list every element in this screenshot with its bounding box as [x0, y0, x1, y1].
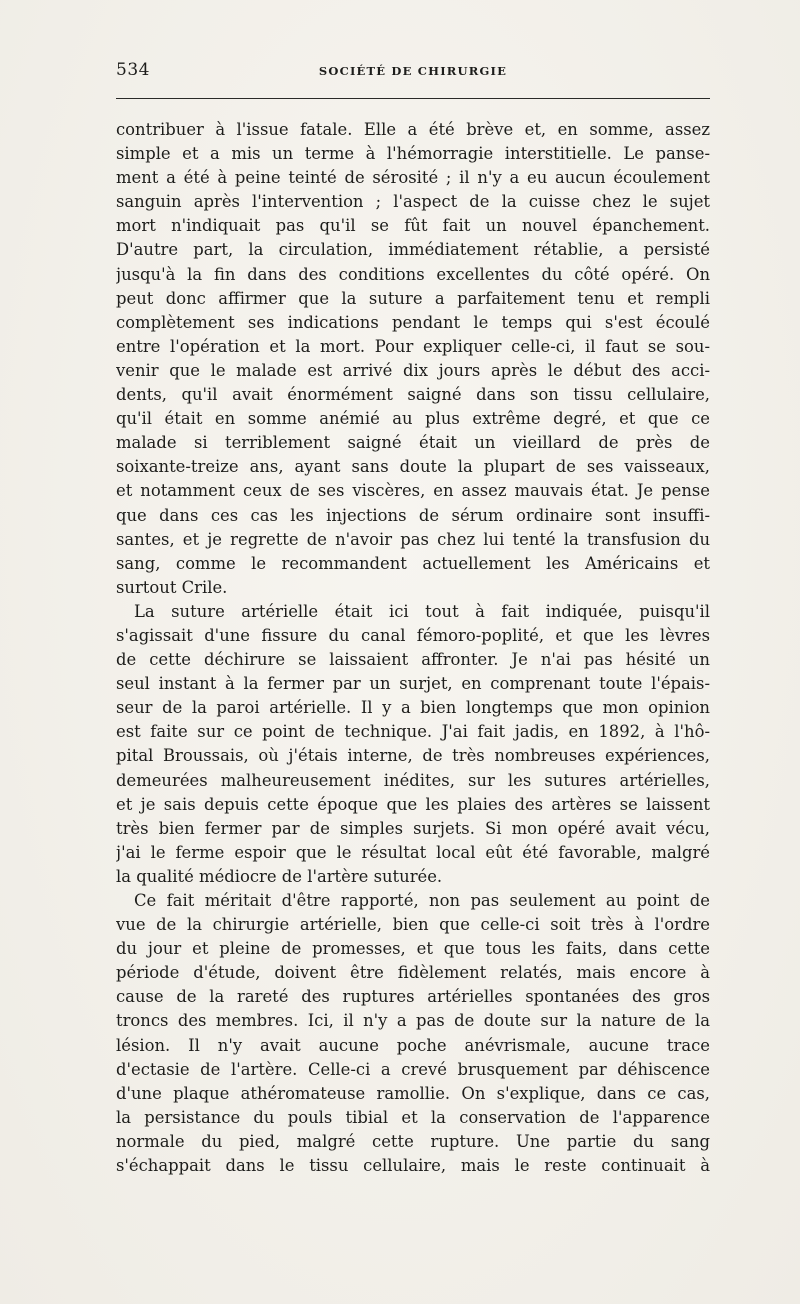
paragraph — [116, 889, 710, 1178]
text-line: qu'il était en somme anémié au plus extrême degré, et que ce — [116, 409, 710, 429]
text-line: est faite sur ce point de technique. J'ai fait jadis, en 1892, à l'hô- — [116, 722, 710, 742]
text-line: venir que le malade est arrivé dix jours après le début des acci- — [116, 360, 710, 380]
text-line: complètement ses indications pendant le temps qui s'est écoulé — [116, 312, 710, 332]
text-line: contribuer à l'issue fatale. Elle a été brève et, en somme, assez — [116, 120, 710, 139]
text-line: période d'étude, doivent être fidèlement relatés, mais encore à — [116, 963, 710, 983]
text-line: vue de la chirurgie artérielle, bien que celle-ci soit très à l'ordre — [116, 915, 710, 935]
text-line: et je sais depuis cette époque que les plaies des artères se laissent — [116, 794, 710, 814]
text-line: demeurées malheureusement inédites, sur les sutures artérielles, — [116, 770, 710, 790]
paragraph — [116, 600, 710, 889]
journal-title: SOCIÉTÉ DE CHIRURGIE — [318, 64, 508, 78]
text-line: dents, qu'il avait énormément saigné dans son tissu cellulaire, — [116, 385, 710, 405]
text-line: du jour et pleine de promesses, et que tous les faits, dans cette — [116, 939, 710, 959]
text-line: ment a été à peine teinté de sérosité ; il n'y a eu aucun écoulement — [116, 168, 710, 188]
text-line: d'ectasie de l'artère. Celle-ci a crevé brusquement par déhiscence — [116, 1059, 710, 1079]
text-line: normale du pied, malgré cette rupture. Une partie du sang — [116, 1131, 710, 1151]
text-line: soixante-treize ans, ayant sans doute la plupart de ses vaisseaux, — [116, 457, 710, 477]
text-line: la persistance du pouls tibial et la conservation de l'apparence — [116, 1107, 710, 1127]
text-line: La suture artérielle était ici tout à fait indiquée, puisqu'il — [134, 601, 710, 621]
text-line: peut donc affirmer que la suture a parfaitement tenu et rempli — [116, 288, 710, 308]
text-line: seur de la paroi artérielle. Il y a bien longtemps que mon opinion — [116, 698, 710, 718]
text-line: seul instant à la fermer par un surjet, en comprenant toute l'épais- — [116, 674, 710, 694]
page-number: 534 — [116, 60, 150, 80]
text-line: mort n'indiquait pas qu'il se fût fait un nouvel épanchement. — [116, 216, 710, 236]
text-line: santes, et je regrette de n'avoir pas chez lui tenté la transfusion du — [116, 529, 710, 549]
text-line: simple et a mis un terme à l'hémorragie interstitielle. Le panse- — [116, 144, 710, 164]
text-line: s'agissait d'une fissure du canal fémoro-poplité, et que les lèvres — [116, 625, 710, 645]
text-line: cause de la rareté des ruptures artérielles spontanées des gros — [116, 987, 710, 1007]
body-text — [116, 118, 710, 1178]
text-line: troncs des membres. Ici, il n'y a pas de doute sur la nature de la — [116, 1011, 710, 1031]
text-line: très bien fermer par de simples surjets. Si mon opéré avait vécu, — [116, 818, 710, 838]
text-line: que dans ces cas les injections de sérum ordinaire sont insuffi- — [116, 505, 710, 525]
paragraph — [116, 118, 710, 600]
text-line: surtout Crile. — [116, 577, 228, 597]
text-line: Ce fait méritait d'être rapporté, non pas seulement au point de — [134, 891, 710, 910]
text-line: sanguin après l'intervention ; l'aspect de la cuisse chez le sujet — [116, 192, 710, 212]
running-head — [116, 60, 710, 86]
header-rule — [116, 98, 710, 99]
text-line: pital Broussais, où j'étais interne, de très nombreuses expériences, — [116, 746, 710, 766]
text-line: et notamment ceux de ses viscères, en assez mauvais état. Je pense — [116, 481, 710, 501]
text-line: s'échappait dans le tissu cellulaire, mais le reste continuait à — [116, 1156, 710, 1176]
text-line: de cette déchirure se laissaient affronter. Je n'ai pas hésité un — [116, 650, 710, 670]
text-line: entre l'opération et la mort. Pour expliquer celle-ci, il faut se sou- — [116, 336, 710, 356]
text-line: j'ai le ferme espoir que le résultat local eût été favorable, malgré — [116, 842, 710, 862]
text-line: jusqu'à la fin dans des conditions excellentes du côté opéré. On — [116, 264, 710, 284]
text-line: sang, comme le recommandent actuellement les Américains et — [116, 553, 710, 573]
text-line: malade si terriblement saigné était un vieillard de près de — [116, 433, 710, 453]
text-line: D'autre part, la circulation, immédiatement rétablie, a persisté — [116, 240, 710, 260]
text-line: d'une plaque athéromateuse ramollie. On s'explique, dans ce cas, — [116, 1083, 710, 1103]
text-line: lésion. Il n'y avait aucune poche anévrismale, aucune trace — [116, 1035, 710, 1055]
text-line: la qualité médiocre de l'artère suturée. — [116, 866, 443, 886]
